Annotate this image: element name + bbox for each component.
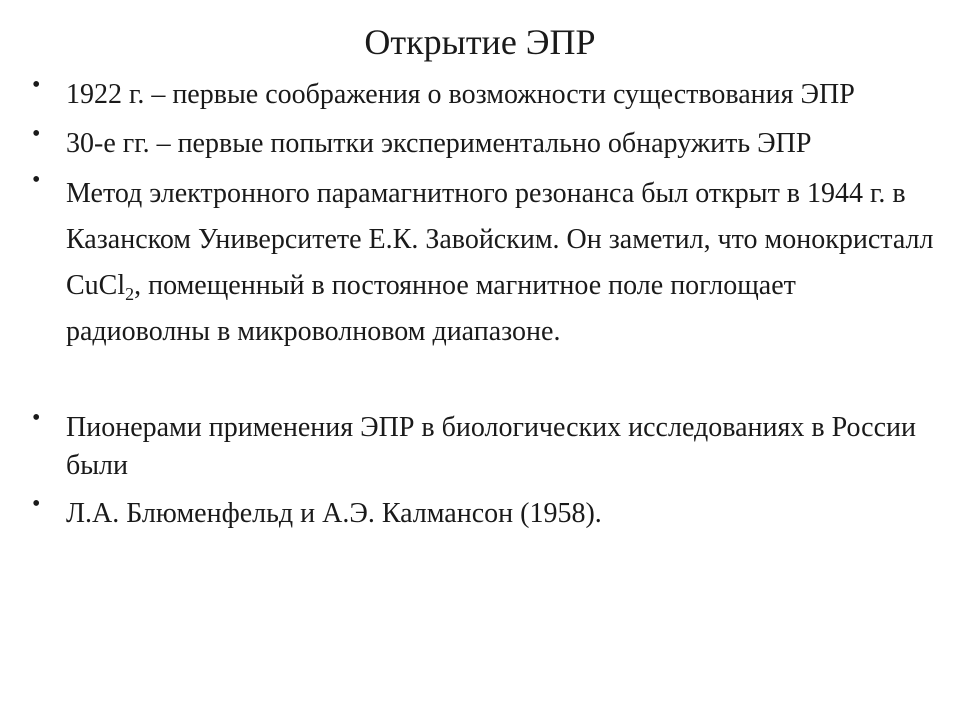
bullet-list: [28, 72, 938, 533]
discovery-text-after: , помещенный в постоянное магнитное поле поглощает радиоволны в микроволновом диапазоне.: [66, 270, 796, 347]
discovery-text-before: Метод электронного парамагнитного резонанса был открыт в 1944 г. в Казанском Университете Е.К. Завойским. Он заметил, что монокристалл: [66, 178, 934, 255]
bullet-item-pioneers: [28, 405, 938, 485]
bullet-item-discovery: [28, 167, 938, 355]
bullet-item-1922: [28, 72, 938, 114]
bullet-icon: •: [32, 405, 41, 431]
formula-subscript: 2: [125, 284, 135, 304]
bullet-text: 30-е гг. – первые попытки экспериментально обнаружить ЭПР: [66, 128, 812, 159]
bullet-item-1930s: [28, 121, 938, 163]
bullet-text: Пионерами применения ЭПР в биологических исследованиях в России были: [66, 412, 917, 481]
bullet-icon: •: [32, 121, 41, 147]
bullet-text: [66, 178, 933, 347]
bullet-text: 1922 г. – первые соображения о возможности существования ЭПР: [66, 79, 855, 110]
bullet-icon: •: [32, 167, 41, 193]
bullet-item-names: [28, 491, 938, 533]
bullet-icon: •: [32, 72, 41, 98]
formula-cucl2: [66, 270, 135, 304]
formula-base: CuCl: [66, 270, 126, 301]
bullet-text: Л.А. Блюменфельд и А.Э. Калмансон (1958).: [66, 498, 602, 529]
slide-title: Открытие ЭПР: [364, 22, 596, 62]
bullet-icon: •: [32, 491, 41, 517]
